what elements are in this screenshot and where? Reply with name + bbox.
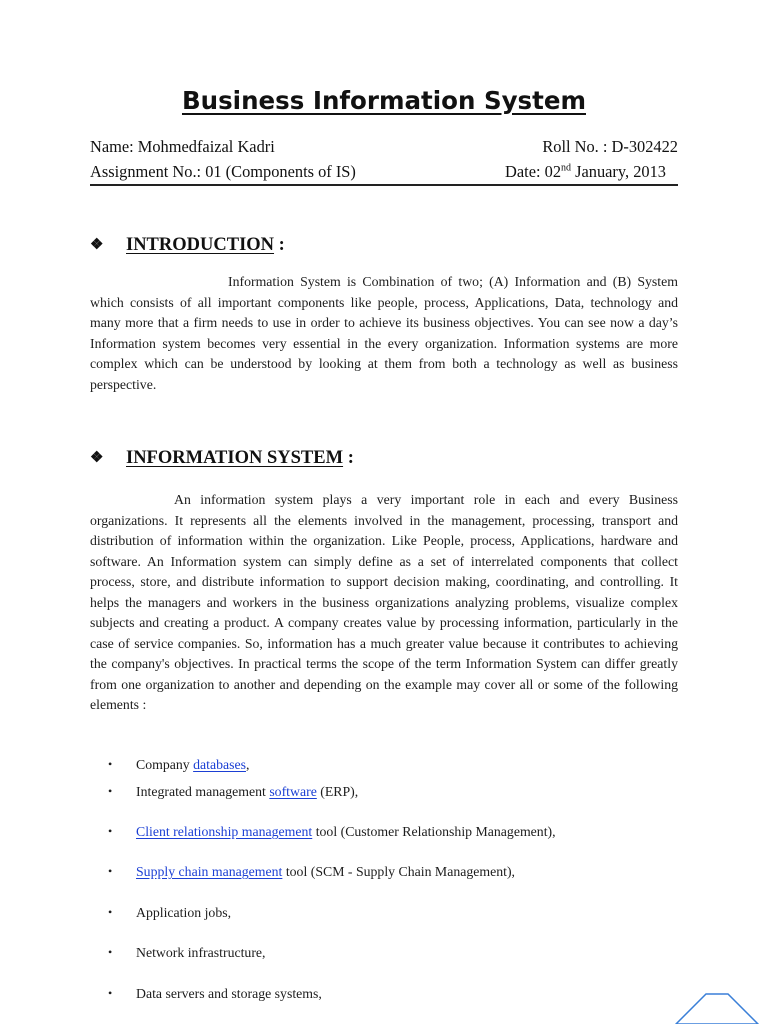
software-link[interactable]: software (269, 784, 317, 799)
list-item-text: Integrated management (136, 784, 270, 799)
heading-text: INTRODUCTION (126, 235, 275, 255)
list-item (108, 902, 231, 923)
meta-row-name (90, 136, 678, 158)
bullet-dot: • (108, 757, 113, 771)
bullet-dot: • (108, 986, 113, 1000)
section-heading-information-system (90, 446, 354, 470)
list-item (108, 781, 358, 802)
list-item (108, 942, 266, 963)
list-item (108, 821, 556, 842)
list-item-text: tool (SCM - Supply Chain Management), (282, 864, 515, 879)
roll-number: Roll No. : D-302422 (542, 137, 678, 156)
supply-chain-management-link[interactable]: Supply chain management (136, 864, 283, 879)
heading-text: INFORMATION SYSTEM (126, 448, 344, 468)
diamond-bullet-icon: ❖ (90, 450, 104, 466)
list-item (108, 983, 322, 1004)
assignment-number: Assignment No.: 01 (Components of IS) (90, 162, 356, 181)
diamond-bullet-icon: ❖ (90, 237, 104, 253)
list-item (108, 861, 515, 882)
document-title: Business Information System (181, 86, 586, 115)
information-system-paragraph (90, 490, 678, 716)
heading-colon: : (343, 448, 354, 468)
date-rest: January, 2013 (571, 162, 666, 181)
bullet-dot: • (108, 945, 113, 959)
information-system-text: An information system plays a very important role in each and every Business organizations. It represents all the elements involved in the management, processing, transport and distribution of information within the organization. Like People, process, Applications, hardware and software. An Information system can simply define as a set of interrelated components that collect process, store, and distribute information to support decision making, coordinating, and controlling. It helps the managers and workers in the business organizations analyzing problems, visualize complex subjects and creating a product. A company creates value by processing information, particularly in the case of service companies. So, information has a much greater value because it contributes to achieving the company's objectives. In practical terms the scope of the term Information System can differ greatly from one organization to another and depending on the example may cover all or some of the following elements : (90, 492, 678, 712)
introduction-text: Information System is Combination of two; (A) Information and (B) System which consists of all important components like people, process, Applications, Data, technology and many more that a firm needs to use in order to achieve its business objectives. You can see now a day’s Information system becomes very essential in the every organization. Information systems are more complex which can be understood by looking at them from both a technology as well as business perspective. (90, 274, 678, 392)
bullet-dot: • (108, 864, 113, 878)
heading-colon: : (274, 235, 285, 255)
section-heading-introduction (90, 233, 285, 257)
databases-link[interactable]: databases (193, 757, 246, 772)
date-suffix: nd (561, 162, 572, 174)
assignment-date (505, 161, 666, 183)
list-item-text: Company (136, 757, 194, 772)
diamond-decoration-icon (666, 990, 768, 1024)
meta-row-assignment (90, 161, 678, 183)
list-item-text: (ERP), (316, 784, 359, 799)
date-prefix: Date: 02 (505, 162, 562, 181)
list-item-text: Application jobs, (136, 905, 232, 920)
client-relationship-management-link[interactable]: Client relationship management (136, 824, 313, 839)
bullet-dot: • (108, 905, 113, 919)
list-item-text: , (245, 757, 250, 772)
header-divider (90, 184, 678, 186)
list-item-text: tool (Customer Relationship Management), (312, 824, 556, 839)
list-item (108, 754, 249, 775)
bullet-dot: • (108, 784, 113, 798)
list-item-text: Network infrastructure, (136, 945, 266, 960)
bullet-dot: • (108, 824, 113, 838)
introduction-paragraph (90, 272, 678, 395)
student-name: Name: Mohmedfaizal Kadri (90, 137, 275, 156)
list-item-text: Data servers and storage systems, (136, 986, 322, 1001)
